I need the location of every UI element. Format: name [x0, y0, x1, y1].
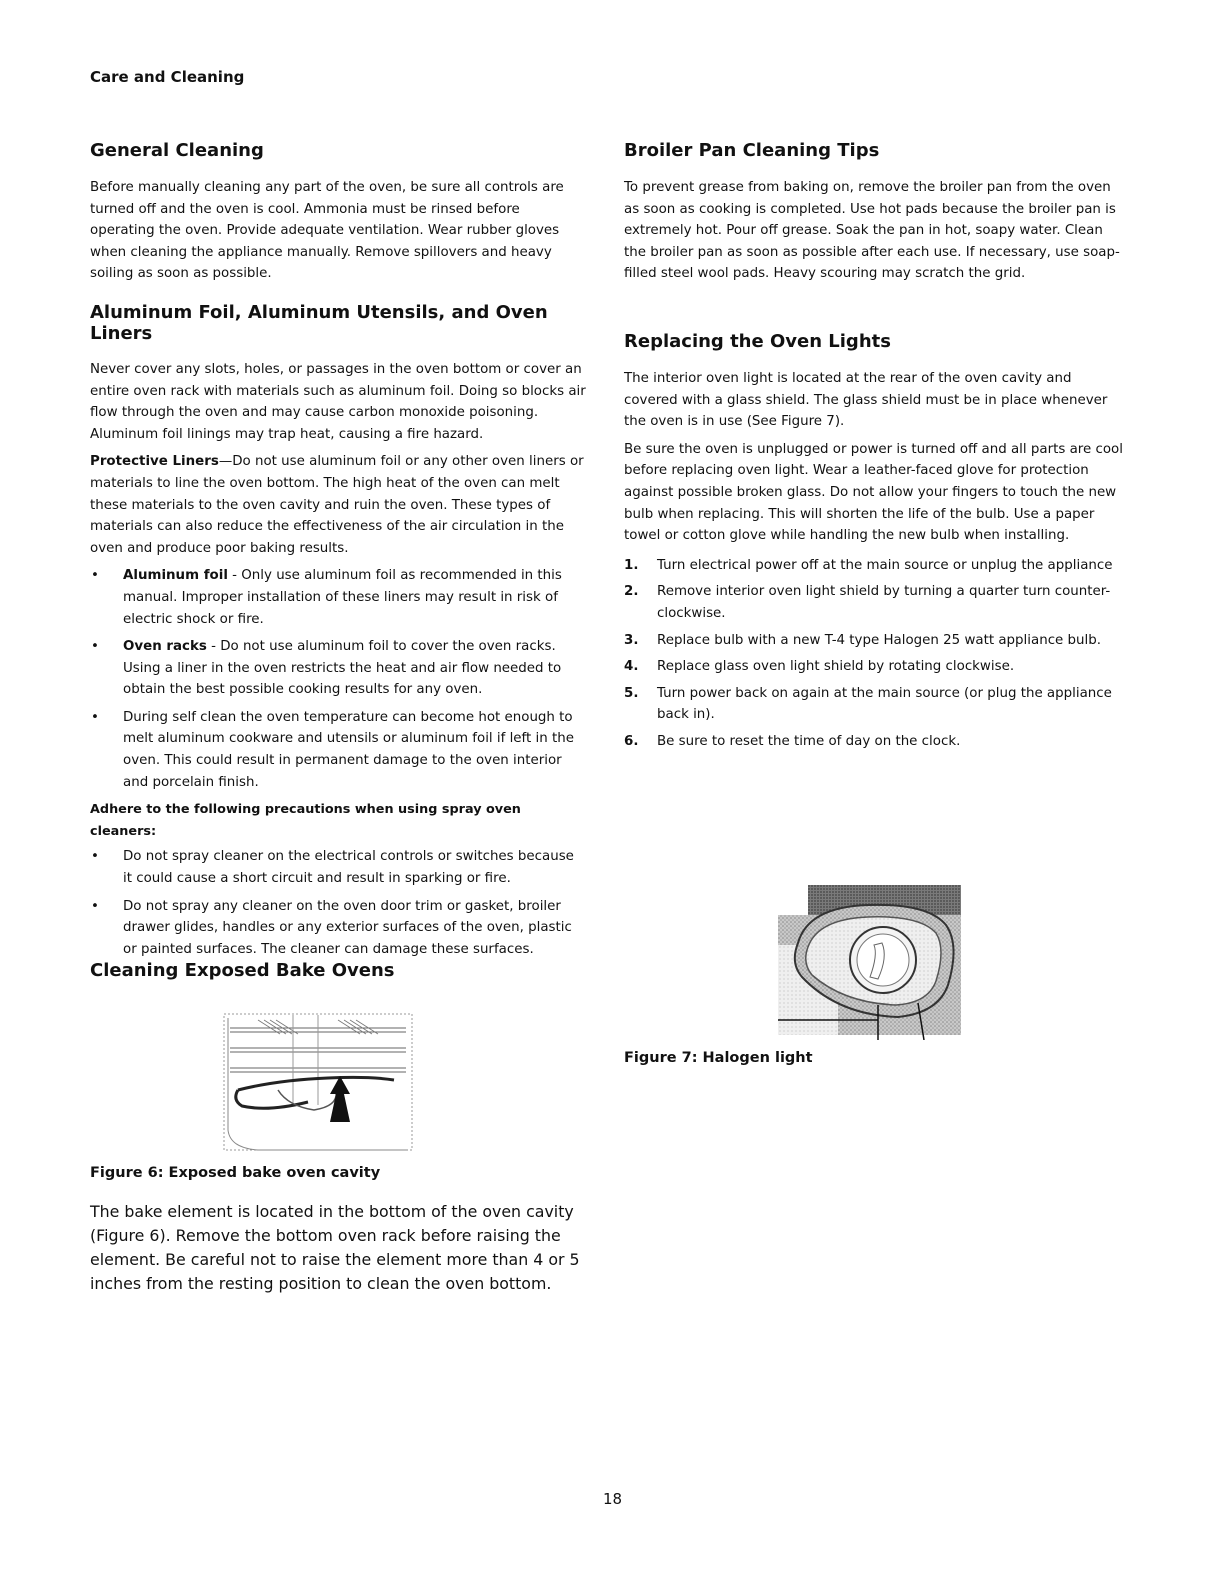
broiler-pan-body: To prevent grease from baking on, remove the broiler pan from the oven as soon as cooking is completed. Use hot pads because the broiler pan is extremely hot. Pour off grease. Soak the pan in hot, soapy water. Clean the broiler pan as soon as possible after each use. If necessary, use soap-filled steel wool pads. Heavy scouring may scratch the grid. — [624, 180, 1120, 282]
bullet-text: Do not spray any cleaner on the oven door trim or gasket, broiler drawer glides, handles or any exterior surfaces of the oven, plastic or painted surfaces. The cleaner can damage these surfaces. — [123, 898, 572, 957]
exposed-bake-body-wrap — [90, 1200, 585, 1296]
general-cleaning-title: General Cleaning — [90, 140, 264, 161]
list-item — [90, 846, 586, 889]
figure-7-caption: Figure 7: Halogen light — [624, 1050, 813, 1066]
list-item — [90, 636, 586, 701]
list-item — [624, 581, 1124, 624]
bullet-text: Do not spray cleaner on the electrical controls or switches because it could cause a short circuit and result in sparking or fire. — [123, 849, 574, 887]
general-cleaning-body: Before manually cleaning any part of the oven, be sure all controls are turned off and the oven is cool. Ammonia must be rinsed before operating the oven. Provide adequate ventilation. Wear rubber gloves when cleaning the appliance manually. Remove spillovers and heavy soiling as soon as possible. — [90, 180, 564, 282]
left-column — [90, 140, 586, 966]
bullet-icon: • — [91, 849, 99, 865]
step-number: 6. — [624, 733, 639, 749]
replacing-lights-title: Replacing the Oven Lights — [624, 330, 891, 352]
step-number: 4. — [624, 659, 639, 675]
spray-bullet-list — [90, 846, 586, 960]
step-number: 2. — [624, 584, 639, 600]
bullet-icon: • — [91, 898, 99, 914]
replacing-lights-p1: The interior oven light is located at the rear of the oven cavity and covered with a glass shield. The glass shield must be in place whenever the oven is in use (See Figure 7). — [624, 370, 1108, 430]
protective-liners-label: Protective Liners — [90, 454, 219, 470]
list-item — [624, 731, 1124, 753]
page-number: 18 — [602, 1490, 623, 1508]
right-column — [624, 140, 1124, 757]
cleaning-exposed-title: Cleaning Exposed Bake Ovens — [90, 960, 395, 981]
step-number: 5. — [624, 685, 639, 701]
step-text: Replace bulb with a new T-4 type Halogen 25 watt appliance bulb. — [657, 632, 1102, 648]
broiler-pan-title: Broiler Pan Cleaning Tips — [624, 140, 880, 161]
list-item — [624, 683, 1124, 726]
step-text: Replace glass oven light shield by rotating clockwise. — [657, 659, 1015, 675]
halogen-light-illustration — [778, 885, 963, 1040]
step-number: 3. — [624, 632, 639, 648]
section-header: Care and Cleaning — [90, 68, 245, 86]
protective-liners-paragraph — [90, 451, 586, 559]
bullet-icon: • — [91, 568, 99, 584]
step-text: Be sure to reset the time of day on the clock. — [657, 733, 961, 749]
list-item — [90, 896, 586, 961]
list-item — [624, 555, 1124, 577]
exposed-bake-oven-illustration — [218, 1010, 418, 1155]
list-item — [90, 707, 586, 793]
replace-light-steps — [624, 555, 1124, 753]
spray-cleaner-heading: Adhere to the following precautions when using spray oven cleaners: — [90, 802, 521, 839]
step-text: Remove interior oven light shield by turning a quarter turn counter-clockwise. — [657, 584, 1111, 621]
list-item — [624, 656, 1124, 678]
step-number: 1. — [624, 557, 639, 573]
bullet-icon: • — [91, 709, 99, 725]
bullet-icon: • — [91, 639, 99, 655]
aluminum-foil-intro: Never cover any slots, holes, or passages in the oven bottom or cover an entire oven rack with materials such as aluminum foil. Doing so blocks air flow through the oven and may cause carbon monoxide poisoning. Aluminum foil linings may trap heat, causing a fire hazard. — [90, 361, 586, 442]
step-text: Turn power back on again at the main source (or plug the appliance back in). — [657, 685, 1112, 723]
bullet-label: Aluminum foil — [123, 568, 228, 584]
step-text: Turn electrical power off at the main source or unplug the appliance — [657, 557, 1113, 573]
bullet-text: - Do not use aluminum foil to cover the oven racks. Using a liner in the oven restricts the heat and air flow needed to obtain the best possible cooking results for any oven. — [123, 639, 562, 698]
list-item — [624, 630, 1124, 652]
bullet-text: - Only use aluminum foil as recommended in this manual. Improper installation of these liners may result in risk of electric shock or fire. — [123, 568, 562, 627]
bullet-text: During self clean the oven temperature can become hot enough to melt aluminum cookware and utensils or aluminum foil if left in the oven. This could result in permanent damage to the oven interior and porcelain finish. — [123, 709, 574, 790]
exposed-bake-body: The bake element is located in the bottom of the oven cavity (Figure 6). Remove the bottom oven rack before raising the element. Be careful not to raise the element more than 4 or 5 inches from the resting position to clean the oven bottom. — [90, 1202, 580, 1293]
protective-liners-text: —Do not use aluminum foil or any other oven liners or materials to line the oven bottom. The high heat of the oven can melt these materials to the oven cavity and ruin the oven. These types of materials can also reduce the effectiveness of the air circulation in the oven and produce poor baking results. — [90, 454, 584, 556]
list-item — [90, 565, 586, 630]
bullet-label: Oven racks — [123, 639, 207, 655]
figure-6-caption: Figure 6: Exposed bake oven cavity — [90, 1165, 381, 1181]
replacing-lights-p2: Be sure the oven is unplugged or power is turned off and all parts are cool before replacing oven light. Wear a leather-faced glove for protection against possible broken glass. Do not allow your fingers to touch the new bulb when replacing. This will shorten the life of the bulb. Use a paper towel or cotton glove while handling the new bulb when installing. — [624, 441, 1123, 544]
foil-bullet-list — [90, 565, 586, 793]
aluminum-foil-title: Aluminum Foil, Aluminum Utensils, and Oven Liners — [90, 301, 548, 344]
